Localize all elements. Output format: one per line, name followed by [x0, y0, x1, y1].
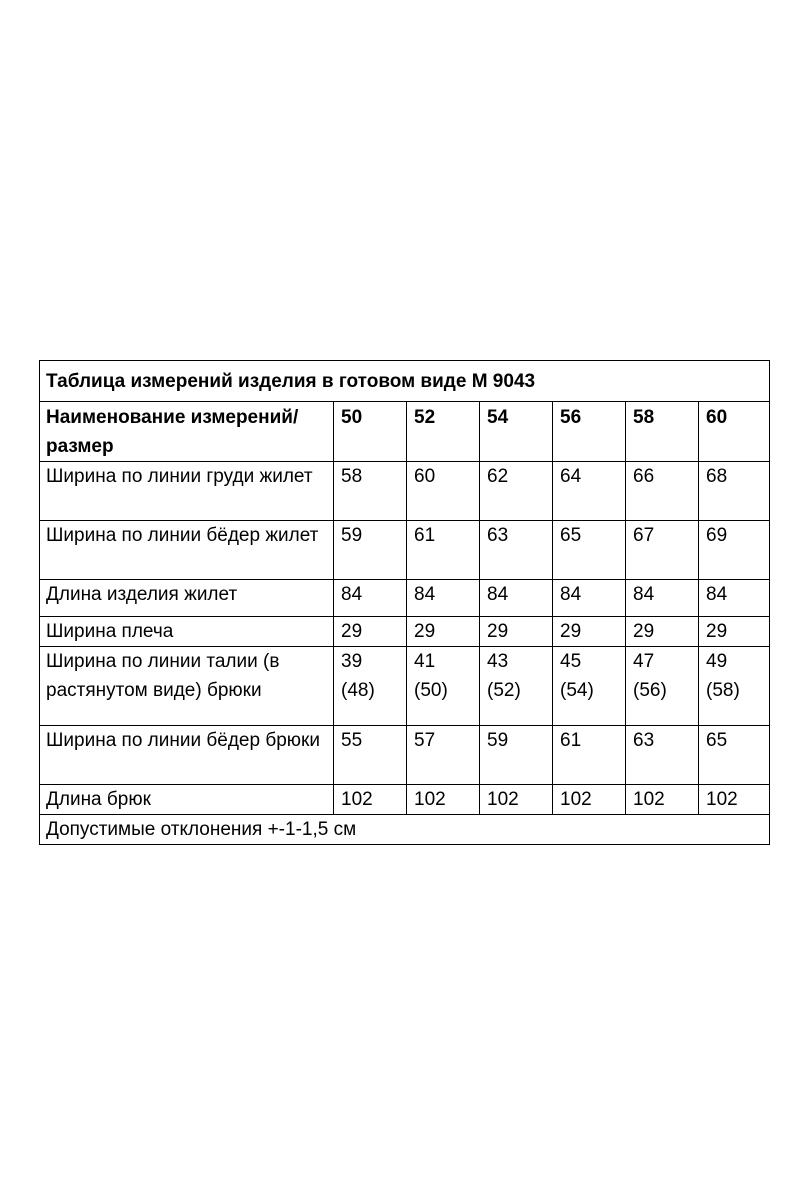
table-cell: 47 (56): [626, 647, 699, 726]
table-cell: 102: [626, 785, 699, 815]
row-label: Ширина по линии талии (в растянутом виде) брюки: [40, 647, 334, 726]
table-cell: 84: [553, 580, 626, 617]
table-cell: 58: [334, 462, 407, 521]
table-cell: 102: [699, 785, 770, 815]
table-cell: 45 (54): [553, 647, 626, 726]
table-cell: 29: [480, 617, 553, 647]
table-cell: 65: [553, 521, 626, 580]
table-cell: 29: [553, 617, 626, 647]
table-cell: 62: [480, 462, 553, 521]
size-58-header: 58: [626, 402, 699, 462]
table-cell: 41 (50): [407, 647, 480, 726]
row-label: Ширина плеча: [40, 617, 334, 647]
table-row: [40, 580, 770, 617]
row-label: Ширина по линии бёдер жилет: [40, 521, 334, 580]
row-label: Ширина по линии груди жилет: [40, 462, 334, 521]
table-cell: 69: [699, 521, 770, 580]
table-cell: 61: [553, 726, 626, 785]
table-cell: 84: [626, 580, 699, 617]
table-cell: 84: [407, 580, 480, 617]
size-measurement-table: [39, 360, 770, 845]
table-cell: 63: [480, 521, 553, 580]
table-row: [40, 462, 770, 521]
table-cell: 29: [407, 617, 480, 647]
table-cell: 55: [334, 726, 407, 785]
table-row: [40, 726, 770, 785]
table-cell: 102: [480, 785, 553, 815]
tolerance-note: Допустимые отклонения +-1-1,5 см: [40, 815, 770, 845]
table-cell: 66: [626, 462, 699, 521]
table-cell: 67: [626, 521, 699, 580]
table-row: [40, 521, 770, 580]
table-row: [40, 785, 770, 815]
row-label: Длина брюк: [40, 785, 334, 815]
row-label: Длина изделия жилет: [40, 580, 334, 617]
table-cell: 68: [699, 462, 770, 521]
size-52-header: 52: [407, 402, 480, 462]
table-cell: 102: [407, 785, 480, 815]
table-cell: 63: [626, 726, 699, 785]
table-cell: 84: [699, 580, 770, 617]
table-cell: 65: [699, 726, 770, 785]
table-cell: 43 (52): [480, 647, 553, 726]
table-cell: 29: [626, 617, 699, 647]
table-cell: 59: [334, 521, 407, 580]
header-label: Наименование измерений/размер: [40, 402, 334, 462]
table-cell: 39 (48): [334, 647, 407, 726]
size-54-header: 54: [480, 402, 553, 462]
table-cell: 102: [553, 785, 626, 815]
note-row: [40, 815, 770, 845]
header-row: [40, 402, 770, 462]
size-60-header: 60: [699, 402, 770, 462]
table-cell: 49 (58): [699, 647, 770, 726]
table-cell: 29: [699, 617, 770, 647]
size-56-header: 56: [553, 402, 626, 462]
table-cell: 29: [334, 617, 407, 647]
table-row: [40, 617, 770, 647]
table-cell: 84: [334, 580, 407, 617]
table-cell: 57: [407, 726, 480, 785]
table-cell: 59: [480, 726, 553, 785]
table-title: Таблица измерений изделия в готовом виде М 9043: [40, 361, 770, 402]
table-row: [40, 647, 770, 726]
table-cell: 102: [334, 785, 407, 815]
table-cell: 84: [480, 580, 553, 617]
row-label: Ширина по линии бёдер брюки: [40, 726, 334, 785]
table-cell: 60: [407, 462, 480, 521]
table-cell: 61: [407, 521, 480, 580]
title-row: [40, 361, 770, 402]
table-cell: 64: [553, 462, 626, 521]
size-50-header: 50: [334, 402, 407, 462]
